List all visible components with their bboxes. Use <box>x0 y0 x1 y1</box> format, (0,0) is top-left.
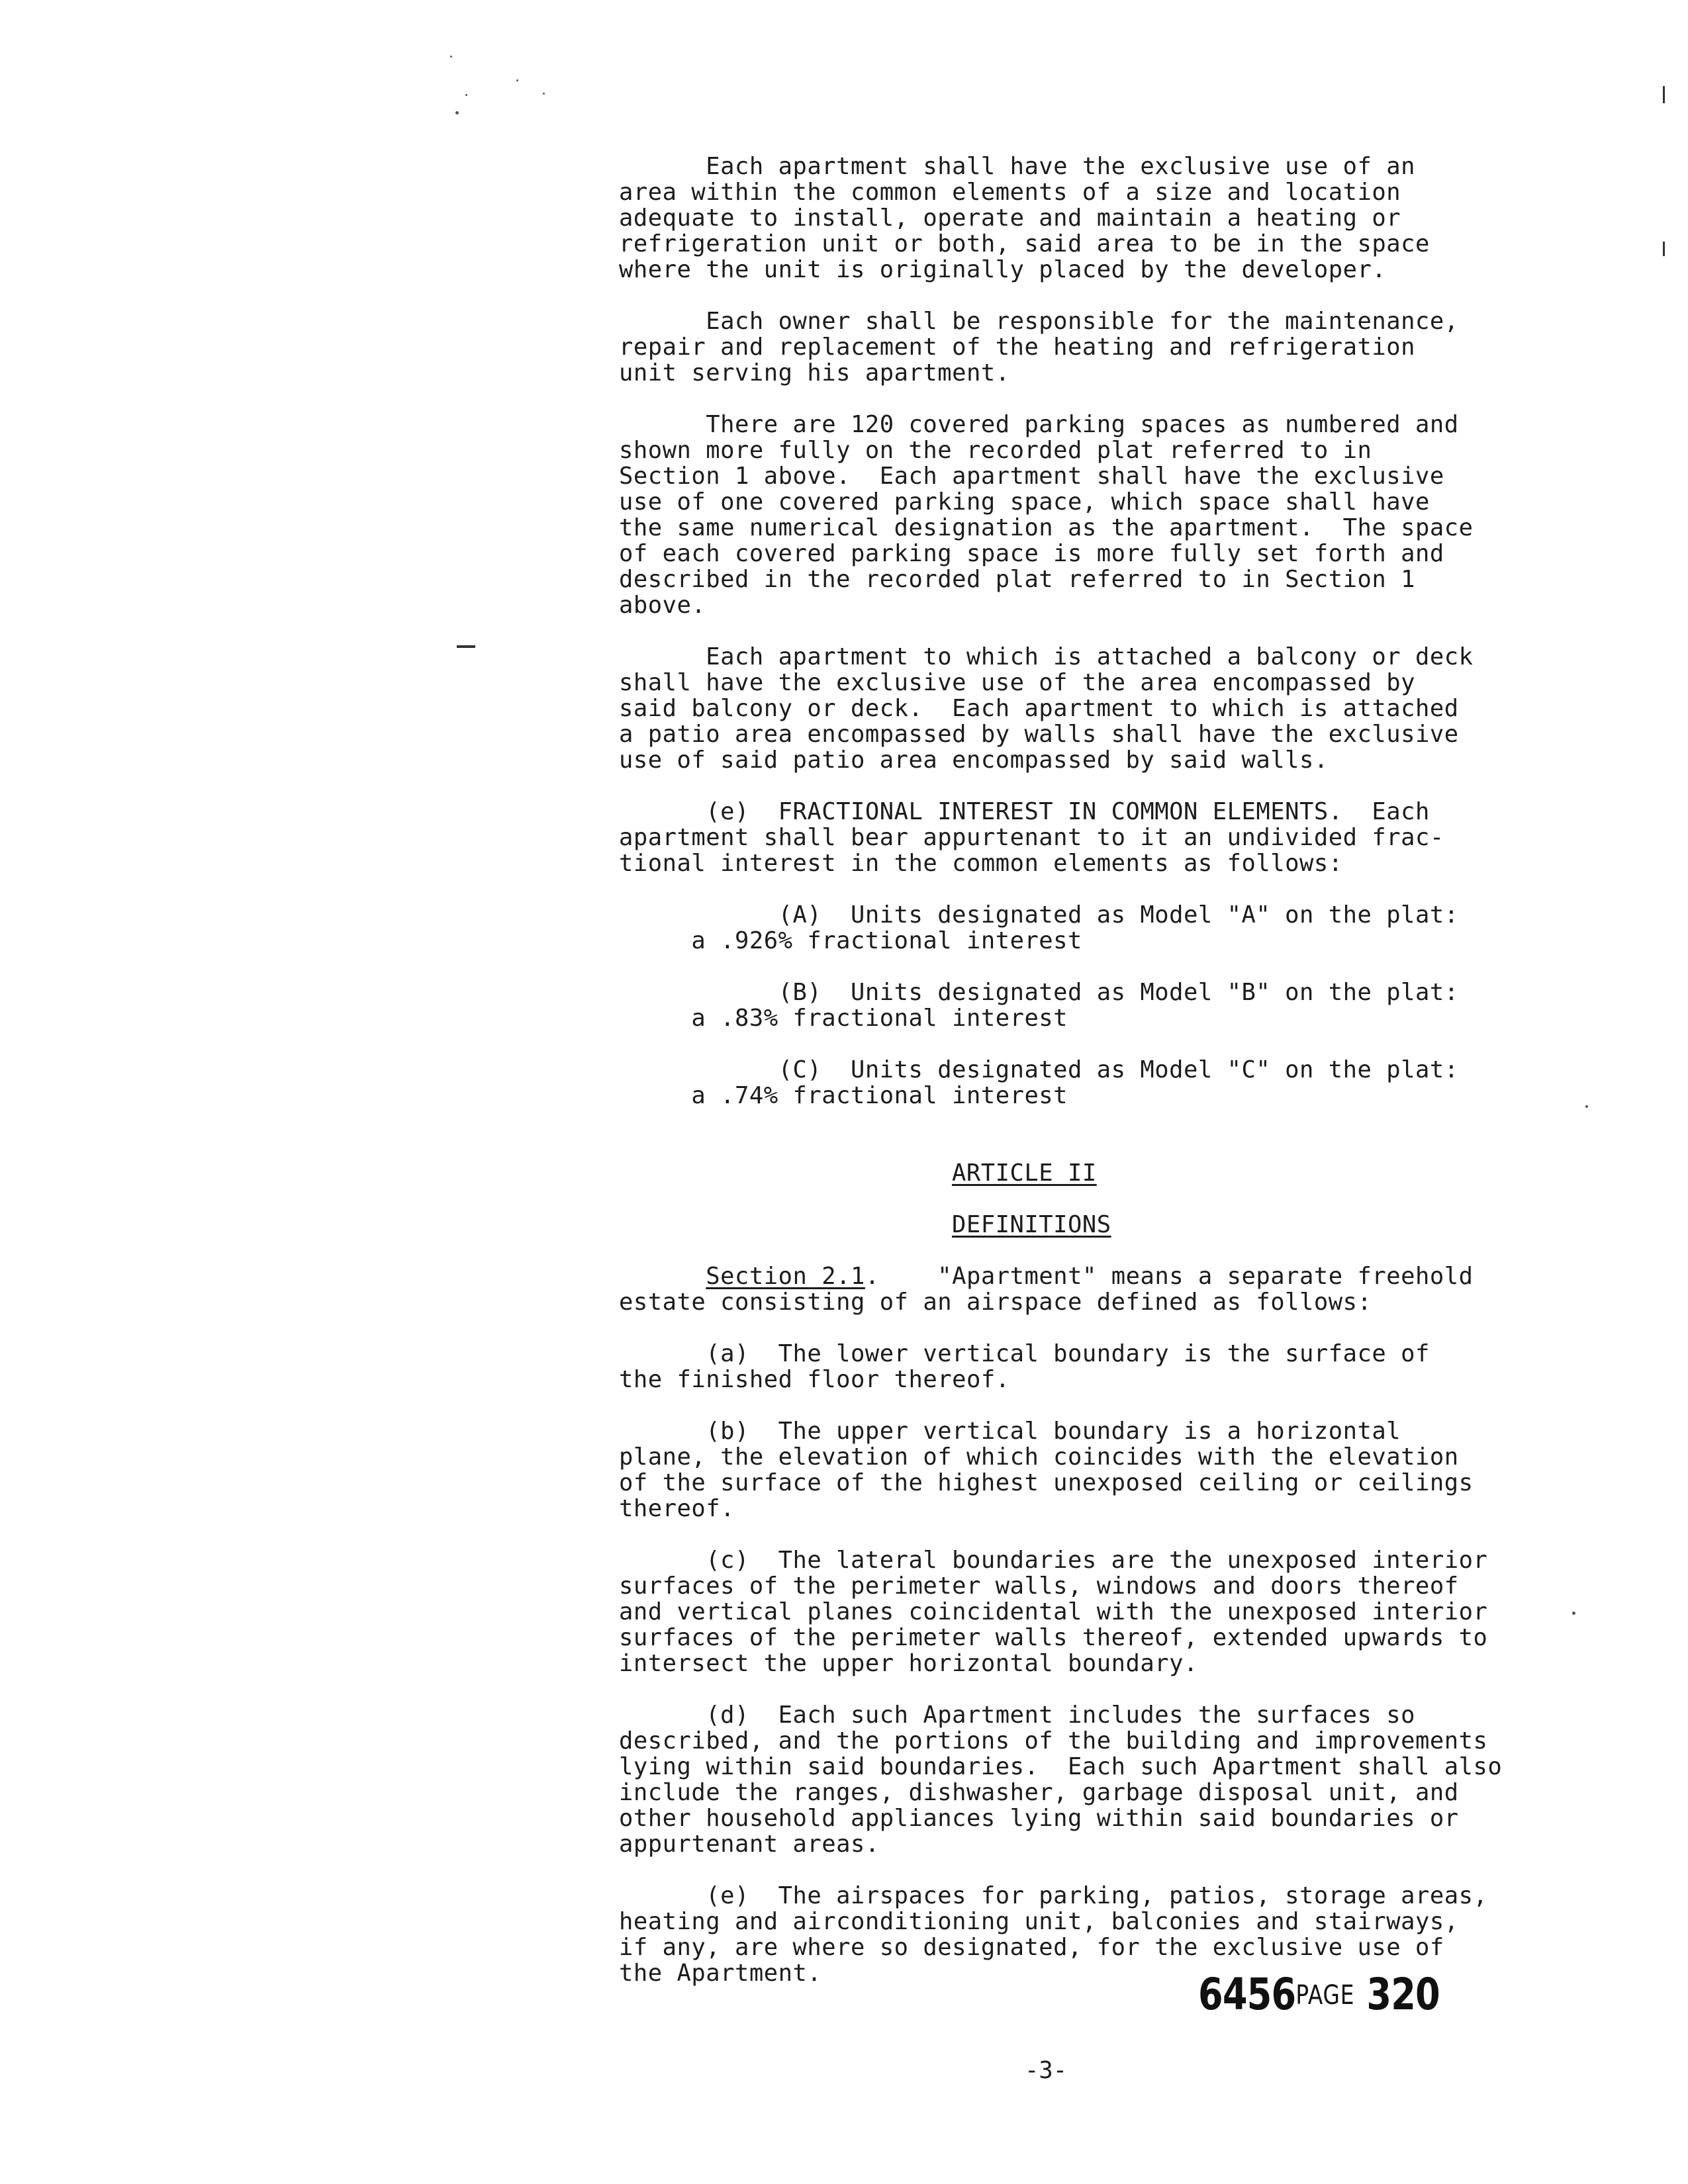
text-line: plane, the elevation of which coincides with the elevation <box>619 1443 1459 1471</box>
list-item <box>619 902 1572 954</box>
text-line: and vertical planes coincidental with the unexposed interior <box>619 1598 1488 1625</box>
text-line: (e) The airspaces for parking, patios, storage areas, <box>619 1882 1488 1909</box>
definition-item <box>619 1702 1572 1857</box>
text-line: (b) The upper vertical boundary is a horizontal <box>619 1418 1401 1445</box>
book-number: 6456 <box>1198 1969 1296 2020</box>
scan-speck <box>543 93 545 95</box>
scan-speck <box>455 111 459 114</box>
scan-speck <box>465 94 467 96</box>
paragraph <box>619 412 1572 618</box>
text-line: area within the common elements of a size and location <box>619 179 1401 206</box>
section-paragraph <box>619 1263 1572 1315</box>
article-title: DEFINITIONS <box>952 1211 1111 1238</box>
text-line: use of said patio area encompassed by said walls. <box>619 747 1329 774</box>
book-page-stamp <box>1198 1969 1440 2020</box>
text-line: said balcony or deck. Each apartment to which is attached <box>619 695 1459 722</box>
text-line: include the ranges, dishwasher, garbage disposal unit, and <box>619 1779 1459 1806</box>
text-line: Section 1 above. Each apartment shall have the exclusive <box>619 463 1444 490</box>
text-line: There are 120 covered parking spaces as numbered and <box>619 411 1459 438</box>
definition-item <box>619 1341 1572 1392</box>
text-line: intersect the upper horizontal boundary. <box>619 1650 1198 1677</box>
margin-dash <box>457 645 475 648</box>
text-line: Each apartment to which is attached a balcony or deck <box>619 643 1474 670</box>
text-line: (C) Units designated as Model "C" on the plat: <box>619 1056 1459 1083</box>
text-line: surfaces of the perimeter walls, windows and doors thereof <box>619 1572 1459 1600</box>
text-line: appurtenant areas. <box>619 1831 880 1858</box>
text-line: shall have the exclusive use of the area encompassed by <box>619 669 1416 696</box>
text-line: other household appliances lying within said boundaries or <box>619 1805 1459 1832</box>
text-line: (e) FRACTIONAL INTEREST IN COMMON ELEMENTS. Each <box>619 798 1430 825</box>
scan-speck <box>1572 1612 1575 1615</box>
text-line: a .83% fractional interest <box>619 1005 1068 1032</box>
article-title-block <box>619 1212 1572 1238</box>
text-line: Each apartment shall have the exclusive use of an <box>619 153 1416 180</box>
text-line: where the unit is originally placed by the developer. <box>619 256 1387 283</box>
paragraph <box>619 799 1572 876</box>
article-heading <box>619 1160 1572 1186</box>
page-word: PAGE <box>1295 1980 1355 2011</box>
text-line: estate consisting of an airspace defined as follows: <box>619 1289 1372 1316</box>
text-line: the Apartment. <box>619 1960 822 1987</box>
text-line: tional interest in the common elements as follows: <box>619 850 1343 877</box>
text-line: a .74% fractional interest <box>619 1082 1068 1109</box>
definition-item <box>619 1418 1572 1522</box>
text-line: (B) Units designated as Model "B" on the plat: <box>619 979 1459 1006</box>
text-line: repair and replacement of the heating and refrigeration <box>619 334 1416 361</box>
text-line: (A) Units designated as Model "A" on the plat: <box>619 901 1459 929</box>
text-line: (c) The lateral boundaries are the unexposed interior <box>619 1547 1488 1574</box>
definition-item <box>619 1547 1572 1676</box>
list-item <box>619 979 1572 1031</box>
text-line: of each covered parking space is more fully set forth and <box>619 540 1444 567</box>
text-line: adequate to install, operate and maintain a heating or <box>619 205 1401 232</box>
text-line: use of one covered parking space, which space shall have <box>619 488 1430 516</box>
text-line: surfaces of the perimeter walls thereof, extended upwards to <box>619 1624 1488 1651</box>
text-line: the finished floor thereof. <box>619 1366 1010 1393</box>
section-label: Section 2.1 <box>706 1263 865 1290</box>
paragraph <box>619 308 1572 386</box>
text-line: (d) Each such Apartment includes the surfaces so <box>619 1702 1416 1729</box>
text-line: the same numerical designation as the apartment. The space <box>619 514 1474 541</box>
text-line: of the surface of the highest unexposed ceiling or ceilings <box>619 1469 1474 1496</box>
edge-mark <box>1663 86 1665 103</box>
edge-mark <box>1663 242 1665 256</box>
text-line: (a) The lower vertical boundary is the surface of <box>619 1340 1430 1367</box>
scan-speck <box>1585 1105 1588 1108</box>
paragraph <box>619 644 1572 773</box>
article-number: ARTICLE II <box>952 1160 1097 1187</box>
list-item <box>619 1057 1572 1109</box>
scan-speck <box>516 79 518 81</box>
text-line: unit serving his apartment. <box>619 359 1010 387</box>
text-line: above. <box>619 592 706 619</box>
scan-speck <box>450 56 452 58</box>
page-number: 320 <box>1366 1969 1440 2020</box>
paragraph <box>619 154 1572 283</box>
text-line: described, and the portions of the building and improvements <box>619 1727 1488 1754</box>
text-line: heating and airconditioning unit, balconies and stairways, <box>619 1908 1459 1935</box>
text-line: described in the recorded plat referred to in Section 1 <box>619 566 1416 593</box>
text-line: if any, are where so designated, for the exclusive use of <box>619 1934 1444 1961</box>
text-line: Each owner shall be responsible for the maintenance, <box>619 308 1459 335</box>
text-line: thereof. <box>619 1495 735 1522</box>
document-body <box>619 154 1572 2012</box>
text-line: refrigeration unit or both, said area to be in the space <box>619 230 1430 257</box>
text-line: lying within said boundaries. Each such Apartment shall also <box>619 1753 1503 1780</box>
text-line: apartment shall bear appurtenant to it an undivided frac- <box>619 824 1444 851</box>
page-folio: -3- <box>1025 2057 1068 2084</box>
text-line: a patio area encompassed by walls shall have the exclusive <box>619 721 1459 748</box>
text-line: shown more fully on the recorded plat referred to in <box>619 437 1372 464</box>
text-line: a .926% fractional interest <box>619 927 1082 954</box>
section-text: . "Apartment" means a separate freehold <box>865 1263 1474 1290</box>
